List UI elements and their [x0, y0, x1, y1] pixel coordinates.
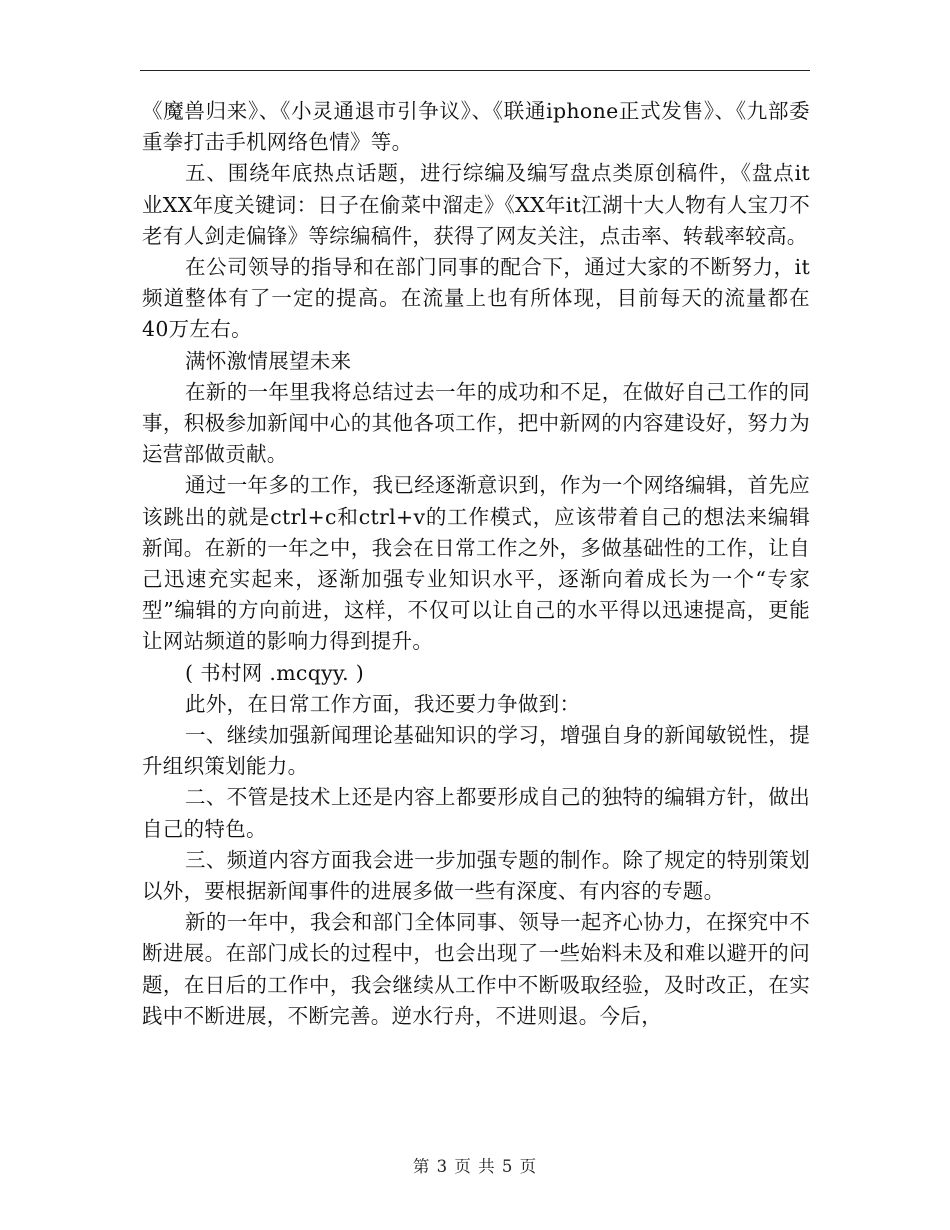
paragraph-continuation: 《魔兽归来》、《小灵通退市引争议》、《联通iphone正式发售》、《九部委重拳打击手机网络色情》等。	[142, 99, 810, 155]
section-heading: 满怀激情展望未来	[185, 348, 352, 373]
document-body	[142, 96, 810, 1032]
goal-item-three: 三、频道内容方面我会进一步加强专题的制作。除了规定的特别策划以外，要根据新闻事件的进展多做一些有深度、有内容的专题。	[142, 847, 810, 904]
paragraph-closing: 新的一年中，我会和部门全体同事、领导一起齐心协力，在探究中不断进展。在部门成长的过程中，也会出现了一些始料未及和难以避开的问题，在日后的工作中，我会继续从工作中不断吸取经验，及时改正，在实践中不断进展，不断完善。逆水行舟，不进则退。今后，	[142, 910, 810, 1028]
paragraph-reflection: 通过一年多的工作，我已经逐渐意识到，作为一个网络编辑，首先应该跳出的就是ctrl+c和ctrl+v的工作模式，应该带着自己的想法来编辑新闻。在新的一年之中，我会在日常工作之外，多做基础性的工作，让自己迅速充实起来，逐渐加强专业知识水平，逐渐向着成长为一个“专家型”编辑的方向前进，这样，不仅可以让自己的水平得以迅速提高，更能让网站频道的影响力得到提升。	[142, 473, 810, 654]
page-number-label: 第 3 页 共 5 页	[412, 1157, 538, 1176]
paragraph-intro-goals: 此外，在日常工作方面，我还要力争做到：	[185, 691, 581, 716]
source-note: ( 书村网 .mcqyy. )	[185, 660, 365, 685]
paragraph-new-year: 在新的一年里我将总结过去一年的成功和不足，在做好自己工作的同事，积极参加新闻中心的其他各项工作，把中新网的内容建设好，努力为运营部做贡献。	[142, 379, 810, 467]
paragraph-item-five: 五、围绕年底热点话题，进行综编及编写盘点类原创稿件，《盘点it业XX年度关键词：日子在偷菜中溜走》《XX年it江湖十大人物有人宝刀不老有人剑走偏锋》等综编稿件，获得了网友关注，点击率、转载率较高。	[142, 161, 810, 248]
paragraph-summary: 在公司领导的指导和在部门同事的配合下，通过大家的不断努力，it频道整体有了一定的提高。在流量上也有所体现，目前每天的流量都在40万左右。	[142, 255, 810, 342]
page-footer	[0, 1153, 950, 1177]
goal-item-one: 一、继续加强新闻理论基础知识的学习，增强自身的新闻敏锐性，提升组织策划能力。	[142, 723, 810, 779]
goal-item-two: 二、不管是技术上还是内容上都要形成自己的独特的编辑方针，做出自己的特色。	[142, 785, 810, 841]
header-rule	[140, 70, 810, 71]
